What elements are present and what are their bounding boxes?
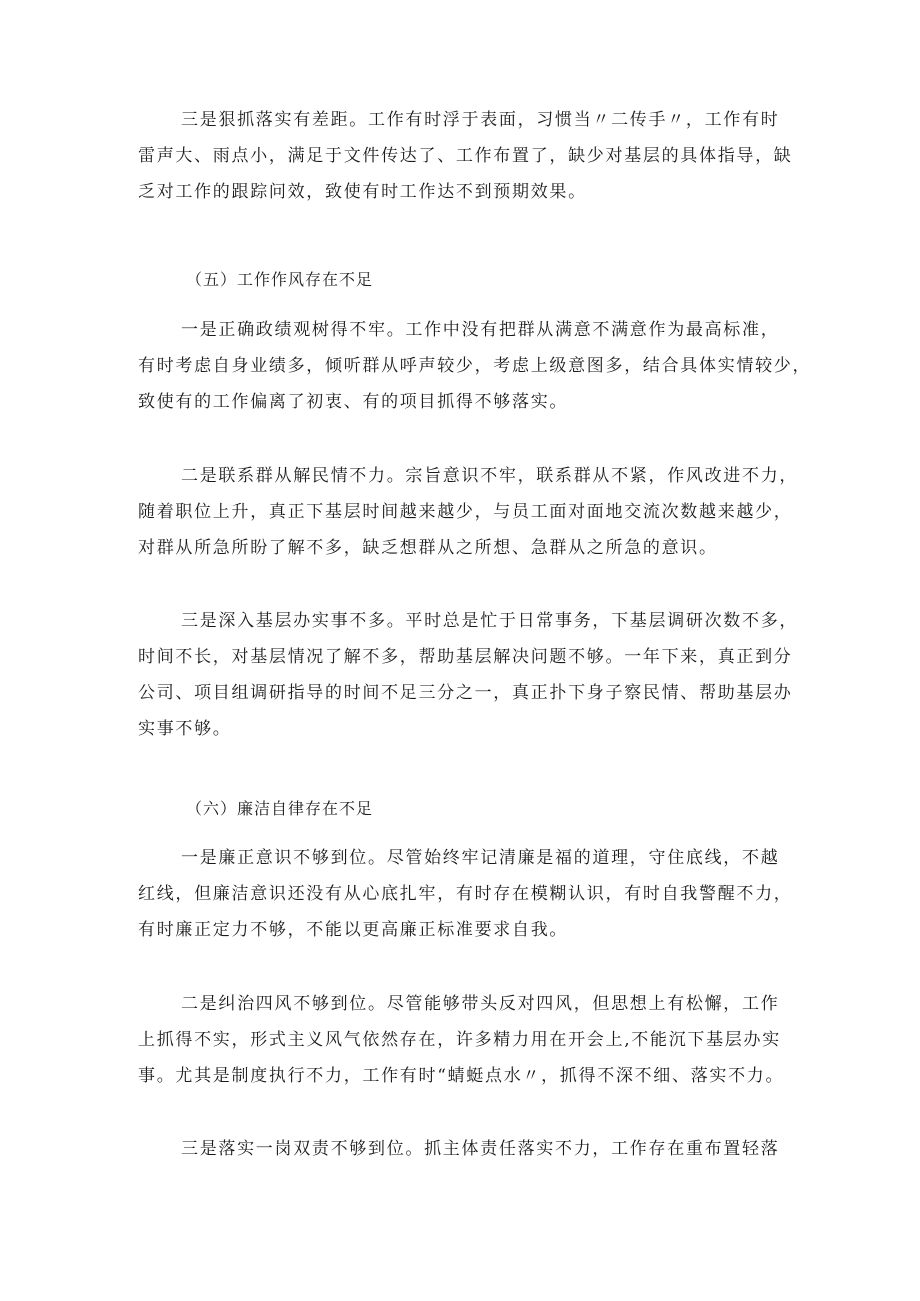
text-line: 红线，但廉洁意识还没有从心底扎牢，有时存在模糊认识，有时自我警醒不力， [138, 884, 793, 904]
paragraph-mass-contact [138, 458, 799, 566]
text-line: 对群从所急所盼了解不多，缺乏想群从之所想、急群从之所急的意识。 [138, 538, 718, 558]
text-line: 一是正确政绩观树得不牢。工作中没有把群从满意不满意作为最高标准， [181, 320, 780, 340]
section-heading-work-style: （五）工作作风存在不足 [186, 270, 374, 289]
text-line: 事。尤其是制度执行不力，工作有时“蜻蜓点水〃，抓得不深不细、落实不力。 [138, 1066, 785, 1086]
text-line: 有时考虑自身业绩多，倾听群从呼声较少，考虑上级意图多，结合具体实情较少， [138, 356, 812, 376]
paragraph-integrity-awareness [138, 840, 794, 948]
text-line: 三是落实一岗双责不够到位。抓主体责任落实不力，工作存在重布置轻落 [181, 1139, 780, 1159]
text-line: 致使有的工作偏离了初衷、有的项目抓得不够落实。 [138, 392, 569, 412]
paragraph-grassroots-work [138, 603, 799, 747]
section-heading-integrity: （六）廉洁自律存在不足 [186, 799, 374, 818]
text-line: 三是狠抓落实有差距。工作有时浮于表面，习惯当〃二传手〃，工作有时 [181, 110, 780, 130]
text-line: 雷声大、雨点小，满足于文件传达了、工作布置了，缺少对基层的具体指导，缺 [138, 146, 793, 166]
text-line: 时间不长，对基层情况了解不多，帮助基层解决问题不够。一年下来，真正到分 [138, 647, 793, 667]
text-line: 随着职位上升，真正下基层时间越来越少，与员工面对面地交流次数越来越少， [138, 502, 793, 522]
text-line: 二是联系群从解民情不力。宗旨意识不牢，联系群从不紧，作风改进不力， [181, 466, 799, 486]
text-line: 上抓得不实，形式主义风气依然存在，许多精力用在开会上,不能沉下基层办实 [138, 1030, 781, 1050]
paragraph-performance-view [138, 312, 812, 420]
text-line: 乏对工作的跟踪问效，致使有时工作达不到预期效果。 [138, 182, 587, 202]
text-line: 三是深入基层办实事不多。平时总是忙于日常事务，下基层调研次数不多， [181, 611, 799, 631]
text-line: 一是廉正意识不够到位。尽管始终牢记清廉是福的道理，守住底线，不越 [181, 848, 780, 868]
paragraph-hard-work-gap [138, 102, 794, 210]
text-line: 公司、项目组调研指导的时间不足三分之一，真正扑下身子察民情、帮助基层办 [138, 683, 793, 703]
text-line: 有时廉正定力不够，不能以更高廉正标准要求自我。 [138, 920, 569, 940]
text-line: 实事不够。 [138, 719, 232, 739]
text-line: 二是纠治四风不够到位。尽管能够带头反对四风，但思想上有松懈，工作 [181, 994, 780, 1014]
paragraph-dual-responsibility [138, 1131, 794, 1167]
paragraph-four-winds [138, 986, 794, 1094]
